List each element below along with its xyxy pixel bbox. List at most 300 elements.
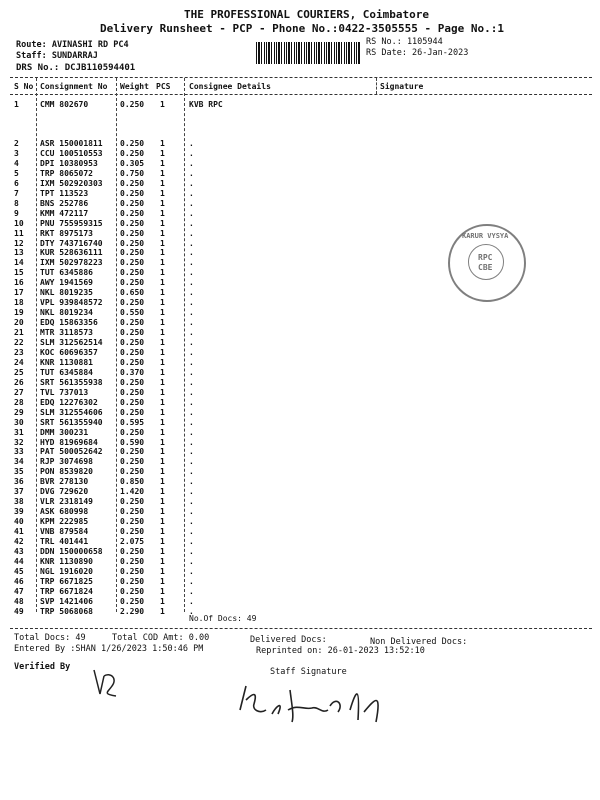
row-weight: 0.250 <box>120 178 145 188</box>
row-pcs: 1 <box>160 497 165 507</box>
table-row <box>0 100 600 110</box>
row-weight: 0.250 <box>120 188 145 198</box>
row-sno: 47 <box>14 586 24 596</box>
table-row <box>0 527 600 537</box>
row-consignee: . <box>189 606 194 616</box>
row-consignee: . <box>189 547 194 556</box>
row-consignee: . <box>189 198 194 208</box>
row-weight: 0.650 <box>120 288 145 298</box>
row-weight: 0.250 <box>120 298 145 308</box>
row-weight: 0.250 <box>120 467 145 477</box>
row-sno: 15 <box>14 268 24 278</box>
rs-date: RS Date: 26-Jan-2023 <box>366 48 469 58</box>
row-weight: 0.250 <box>120 397 145 407</box>
row-pcs: 1 <box>160 298 165 308</box>
row-consignee: . <box>189 417 194 427</box>
row-consignee: . <box>189 178 194 188</box>
row-consignee: . <box>189 338 194 347</box>
table-row <box>0 159 600 169</box>
row-weight: 1.420 <box>120 487 145 497</box>
row-pcs: 1 <box>160 208 165 218</box>
row-consignee: . <box>189 427 194 437</box>
table-row <box>0 348 600 358</box>
row-weight: 0.250 <box>120 407 145 417</box>
table-row <box>0 497 600 507</box>
row-consignment: DDN 150000658 <box>40 547 103 556</box>
staff-signature-label: Staff Signature <box>270 667 347 677</box>
col-header-sno: S No <box>14 82 34 91</box>
row-pcs: 1 <box>160 357 165 367</box>
col-header-signature: Signature <box>380 82 424 91</box>
row-pcs: 1 <box>160 517 165 527</box>
row-pcs: 1 <box>160 556 165 566</box>
row-consignee: . <box>189 387 194 397</box>
row-pcs: 1 <box>160 477 165 487</box>
reprinted-on: Reprinted on: 26-01-2023 13:52:10 <box>256 646 425 656</box>
row-consignment: NKL 8019235 <box>40 288 93 298</box>
row-pcs: 1 <box>160 507 165 517</box>
table-row <box>0 438 600 448</box>
row-consignment: TPT 113523 <box>40 188 89 198</box>
row-consignment: BVR 278130 <box>40 477 89 487</box>
table-row <box>0 368 600 378</box>
row-consignment: SLM 312562514 <box>40 338 103 347</box>
row-consignee: KVB RPC <box>189 100 223 109</box>
stamp-top-text: KARUR VYSYA <box>462 232 509 240</box>
row-pcs: 1 <box>160 596 165 606</box>
row-pcs: 1 <box>160 328 165 337</box>
row-consignee: . <box>189 318 194 328</box>
table-row <box>0 477 600 487</box>
row-weight: 2.290 <box>120 606 145 616</box>
row-weight: 0.250 <box>120 208 145 218</box>
row-consignment: TRP 8065072 <box>40 168 93 178</box>
row-weight: 0.250 <box>120 457 145 467</box>
row-pcs: 1 <box>160 258 165 268</box>
row-weight: 0.250 <box>120 527 145 536</box>
table-row <box>0 169 600 179</box>
row-consignment: DTY 743716740 <box>40 238 103 248</box>
table-row <box>0 577 600 587</box>
row-consignment: RKT 8975173 <box>40 228 93 238</box>
row-sno: 33 <box>14 447 24 457</box>
table-row <box>0 209 600 219</box>
row-sno: 4 <box>14 158 19 168</box>
row-weight: 0.250 <box>120 357 145 367</box>
row-sno: 17 <box>14 288 24 298</box>
row-sno: 10 <box>14 218 24 228</box>
row-consignee: . <box>189 576 194 586</box>
row-sno: 5 <box>14 168 19 178</box>
total-cod-amount: Total COD Amt: 0.00 <box>112 633 210 643</box>
no-of-docs: No.Of Docs: 49 <box>189 614 257 623</box>
row-sno: 42 <box>14 537 24 546</box>
row-pcs: 1 <box>160 338 165 347</box>
row-pcs: 1 <box>160 308 165 318</box>
row-consignment: RJP 3074698 <box>40 457 93 467</box>
row-sno: 35 <box>14 467 24 477</box>
row-consignee: . <box>189 148 194 158</box>
table-row <box>0 358 600 368</box>
row-consignment: PNU 755959315 <box>40 218 103 228</box>
row-weight: 0.250 <box>120 318 145 328</box>
row-pcs: 1 <box>160 457 165 467</box>
row-sno: 16 <box>14 278 24 288</box>
row-consignment: TRP 6671824 <box>40 586 93 596</box>
row-weight: 0.250 <box>120 238 145 248</box>
row-consignee: . <box>189 168 194 178</box>
row-pcs: 1 <box>160 148 165 158</box>
table-row <box>0 557 600 567</box>
row-sno: 27 <box>14 387 24 397</box>
row-sno: 32 <box>14 437 24 447</box>
row-consignee: . <box>189 487 194 497</box>
table-row <box>0 428 600 438</box>
row-consignee: . <box>189 477 194 487</box>
row-sno: 29 <box>14 407 24 417</box>
row-pcs: 1 <box>160 547 165 556</box>
stamp-bottom-text: CBE <box>478 263 493 272</box>
row-weight: 0.250 <box>120 268 145 278</box>
row-consignment: SRT 561355940 <box>40 417 103 427</box>
row-consignment: KNR 1130890 <box>40 556 93 566</box>
row-consignee: . <box>189 377 194 387</box>
table-row <box>0 298 600 308</box>
stamp-middle-text: RPC <box>478 253 493 262</box>
row-consignee: . <box>189 357 194 367</box>
row-consignment: TRL 401441 <box>40 537 89 546</box>
row-consignee: . <box>189 537 194 546</box>
verifier-signature-mark <box>88 664 128 704</box>
row-consignment: NGL 1916020 <box>40 566 93 576</box>
row-weight: 0.250 <box>120 447 145 457</box>
row-consignee: . <box>189 268 194 278</box>
row-sno: 48 <box>14 596 24 606</box>
row-sno: 38 <box>14 497 24 507</box>
row-consignee: . <box>189 158 194 168</box>
row-weight: 0.250 <box>120 427 145 437</box>
row-sno: 45 <box>14 566 24 576</box>
table-row <box>0 219 600 229</box>
row-consignee: . <box>189 586 194 596</box>
row-sno: 19 <box>14 308 24 318</box>
table-row <box>0 328 600 338</box>
row-sno: 12 <box>14 238 24 248</box>
row-sno: 20 <box>14 318 24 328</box>
col-header-consignee: Consignee Details <box>189 82 271 91</box>
table-row <box>0 139 600 149</box>
row-sno: 40 <box>14 517 24 527</box>
runsheet-title: Delivery Runsheet - PCP - Phone No.:0422-3505555 - Page No.:1 <box>100 22 504 35</box>
row-consignment: AWY 1941569 <box>40 278 93 288</box>
table-header-rule <box>10 94 592 95</box>
row-consignment: VPL 939848572 <box>40 298 103 308</box>
row-weight: 0.250 <box>120 556 145 566</box>
row-consignment: DPI 10380953 <box>40 158 98 168</box>
row-weight: 0.250 <box>120 377 145 387</box>
row-pcs: 1 <box>160 447 165 457</box>
table-top-rule <box>10 77 592 78</box>
row-sno: 31 <box>14 427 24 437</box>
row-sno: 7 <box>14 188 19 198</box>
row-weight: 0.250 <box>120 497 145 507</box>
row-sno: 18 <box>14 298 24 308</box>
row-sno: 21 <box>14 328 24 337</box>
row-sno: 24 <box>14 357 24 367</box>
total-docs: Total Docs: 49 <box>14 633 86 643</box>
table-row <box>0 318 600 328</box>
karur-vysya-stamp <box>448 224 526 302</box>
row-sno: 43 <box>14 547 24 556</box>
row-consignee: . <box>189 288 194 298</box>
row-pcs: 1 <box>160 407 165 417</box>
row-consignee: . <box>189 139 194 148</box>
row-pcs: 1 <box>160 487 165 497</box>
row-pcs: 1 <box>160 367 165 377</box>
row-pcs: 1 <box>160 318 165 328</box>
row-pcs: 1 <box>160 139 165 148</box>
table-row <box>0 567 600 577</box>
row-sno: 23 <box>14 347 24 357</box>
row-weight: 0.250 <box>120 228 145 238</box>
non-delivered-docs: Non Delivered Docs: <box>370 637 468 647</box>
row-pcs: 1 <box>160 268 165 278</box>
table-row <box>0 398 600 408</box>
stamp-inner-ring <box>468 244 504 280</box>
row-consignment: SRT 561355938 <box>40 377 103 387</box>
row-consignment: IXM 502978223 <box>40 258 103 268</box>
row-pcs: 1 <box>160 566 165 576</box>
row-consignment: EDQ 12276302 <box>40 397 98 407</box>
row-weight: 0.850 <box>120 477 145 487</box>
row-sno: 25 <box>14 367 24 377</box>
table-row <box>0 408 600 418</box>
row-weight: 0.250 <box>120 278 145 288</box>
row-pcs: 1 <box>160 188 165 198</box>
rs-number: RS No.: 1105944 <box>366 37 443 47</box>
row-consignee: . <box>189 308 194 318</box>
row-pcs: 1 <box>160 397 165 407</box>
row-sno: 41 <box>14 527 24 536</box>
verified-by-label: Verified By <box>14 662 71 672</box>
row-weight: 0.250 <box>120 139 145 148</box>
col-header-weight: Weight <box>120 82 149 91</box>
table-row <box>0 507 600 517</box>
row-consignment: IXM 502920303 <box>40 178 103 188</box>
row-sno: 36 <box>14 477 24 487</box>
row-pcs: 1 <box>160 427 165 437</box>
table-row <box>0 547 600 557</box>
row-weight: 0.250 <box>120 507 145 517</box>
row-pcs: 1 <box>160 288 165 298</box>
row-sno: 8 <box>14 198 19 208</box>
table-row <box>0 537 600 547</box>
row-pcs: 1 <box>160 248 165 258</box>
row-consignment: SVP 1421406 <box>40 596 93 606</box>
table-row <box>0 388 600 398</box>
row-pcs: 1 <box>160 467 165 477</box>
row-consignee: . <box>189 566 194 576</box>
table-row <box>0 338 600 348</box>
row-weight: 0.595 <box>120 417 145 427</box>
row-pcs: 1 <box>160 168 165 178</box>
row-consignee: . <box>189 596 194 606</box>
table-row <box>0 179 600 189</box>
row-weight: 0.250 <box>120 248 145 258</box>
row-pcs: 1 <box>160 238 165 248</box>
table-row <box>0 467 600 477</box>
row-pcs: 1 <box>160 537 165 546</box>
row-consignee: . <box>189 278 194 288</box>
drs-number: DRS No.: DCJB110594401 <box>16 63 136 73</box>
row-pcs: 1 <box>160 218 165 228</box>
row-weight: 0.250 <box>120 100 145 109</box>
row-weight: 0.590 <box>120 437 145 447</box>
row-sno: 13 <box>14 248 24 258</box>
row-pcs: 1 <box>160 377 165 387</box>
row-sno: 37 <box>14 487 24 497</box>
table-row <box>0 457 600 467</box>
row-consignment: NKL 8019234 <box>40 308 93 318</box>
row-weight: 0.250 <box>120 218 145 228</box>
table-row <box>0 189 600 199</box>
table-row <box>0 378 600 388</box>
row-consignment: HYD 81969684 <box>40 437 98 447</box>
table-row <box>0 199 600 209</box>
route-label: Route: AVINASHI RD PC4 <box>16 40 129 50</box>
row-sno: 14 <box>14 258 24 268</box>
row-weight: 0.250 <box>120 547 145 556</box>
row-pcs: 1 <box>160 347 165 357</box>
row-pcs: 1 <box>160 417 165 427</box>
row-weight: 0.250 <box>120 586 145 596</box>
row-weight: 0.250 <box>120 566 145 576</box>
table-row <box>0 597 600 607</box>
row-consignment: MTR 3118573 <box>40 328 93 337</box>
col-header-consignment: Consignment No <box>40 82 108 91</box>
row-consignment: CMM 802670 <box>40 100 89 109</box>
row-consignee: . <box>189 397 194 407</box>
row-sno: 46 <box>14 576 24 586</box>
row-pcs: 1 <box>160 437 165 447</box>
row-consignee: . <box>189 328 194 337</box>
row-pcs: 1 <box>160 100 165 109</box>
row-consignment: KNR 1130881 <box>40 357 93 367</box>
row-sno: 3 <box>14 148 19 158</box>
table-row <box>0 607 600 617</box>
row-consignment: DMM 300231 <box>40 427 89 437</box>
row-consignee: . <box>189 556 194 566</box>
company-title: THE PROFESSIONAL COURIERS, Coimbatore <box>184 8 430 21</box>
row-weight: 0.250 <box>120 198 145 208</box>
row-sno: 9 <box>14 208 19 218</box>
row-consignment: VLR 2318149 <box>40 497 93 507</box>
row-weight: 0.305 <box>120 158 145 168</box>
row-consignment: KUR 528636111 <box>40 248 103 258</box>
row-weight: 0.250 <box>120 517 145 527</box>
row-consignee: . <box>189 467 194 477</box>
row-weight: 0.250 <box>120 387 145 397</box>
row-consignee: . <box>189 507 194 517</box>
row-consignee: . <box>189 407 194 417</box>
row-consignee: . <box>189 447 194 457</box>
row-sno: 34 <box>14 457 24 467</box>
row-consignment: ASR 150001811 <box>40 139 103 148</box>
row-pcs: 1 <box>160 576 165 586</box>
row-sno: 44 <box>14 556 24 566</box>
row-sno: 11 <box>14 228 24 238</box>
row-consignee: . <box>189 347 194 357</box>
row-consignee: . <box>189 517 194 527</box>
row-consignment: SLM 312554606 <box>40 407 103 417</box>
row-consignee: . <box>189 457 194 467</box>
row-consignee: . <box>189 527 194 536</box>
row-weight: 0.750 <box>120 168 145 178</box>
table-row <box>0 587 600 597</box>
row-consignment: KOC 60696357 <box>40 347 98 357</box>
row-consignment: PON 8539820 <box>40 467 93 477</box>
row-weight: 0.250 <box>120 347 145 357</box>
row-pcs: 1 <box>160 198 165 208</box>
row-consignment: BNS 252786 <box>40 198 89 208</box>
row-pcs: 1 <box>160 278 165 288</box>
row-consignee: . <box>189 208 194 218</box>
row-weight: 2.075 <box>120 537 145 546</box>
row-sno: 6 <box>14 178 19 188</box>
row-consignee: . <box>189 188 194 198</box>
barcode-image <box>256 42 360 64</box>
row-pcs: 1 <box>160 158 165 168</box>
table-row <box>0 418 600 428</box>
row-consignee: . <box>189 228 194 238</box>
row-pcs: 1 <box>160 178 165 188</box>
row-sno: 22 <box>14 338 24 347</box>
row-pcs: 1 <box>160 527 165 536</box>
row-consignment: TUT 6345884 <box>40 367 93 377</box>
staff-label: Staff: SUNDARRAJ <box>16 51 98 61</box>
col-divider-signature <box>376 78 377 94</box>
row-consignee: . <box>189 367 194 377</box>
row-consignment: PAT 500052642 <box>40 447 103 457</box>
row-weight: 0.250 <box>120 338 145 347</box>
row-consignment: EDQ 15863356 <box>40 318 98 328</box>
row-pcs: 1 <box>160 228 165 238</box>
row-pcs: 1 <box>160 606 165 616</box>
table-row <box>0 517 600 527</box>
entered-by: Entered By :SHAN 1/26/2023 1:50:46 PM <box>14 644 204 654</box>
col-header-pcs: PCS <box>156 82 171 91</box>
row-pcs: 1 <box>160 387 165 397</box>
row-consignee: . <box>189 298 194 308</box>
delivered-docs: Delivered Docs: <box>250 635 327 645</box>
row-sno: 30 <box>14 417 24 427</box>
table-bottom-rule <box>10 628 592 629</box>
row-consignee: . <box>189 238 194 248</box>
staff-signature-mark <box>232 670 402 730</box>
row-consignment: TVL 737013 <box>40 387 89 397</box>
row-sno: 39 <box>14 507 24 517</box>
row-sno: 2 <box>14 139 19 148</box>
row-consignment: DVG 729620 <box>40 487 89 497</box>
row-sno: 28 <box>14 397 24 407</box>
table-row <box>0 149 600 159</box>
row-consignee: . <box>189 437 194 447</box>
row-sno: 26 <box>14 377 24 387</box>
table-row <box>0 447 600 457</box>
row-weight: 0.250 <box>120 258 145 268</box>
row-consignee: . <box>189 248 194 258</box>
row-consignment: VNB 879584 <box>40 527 89 536</box>
